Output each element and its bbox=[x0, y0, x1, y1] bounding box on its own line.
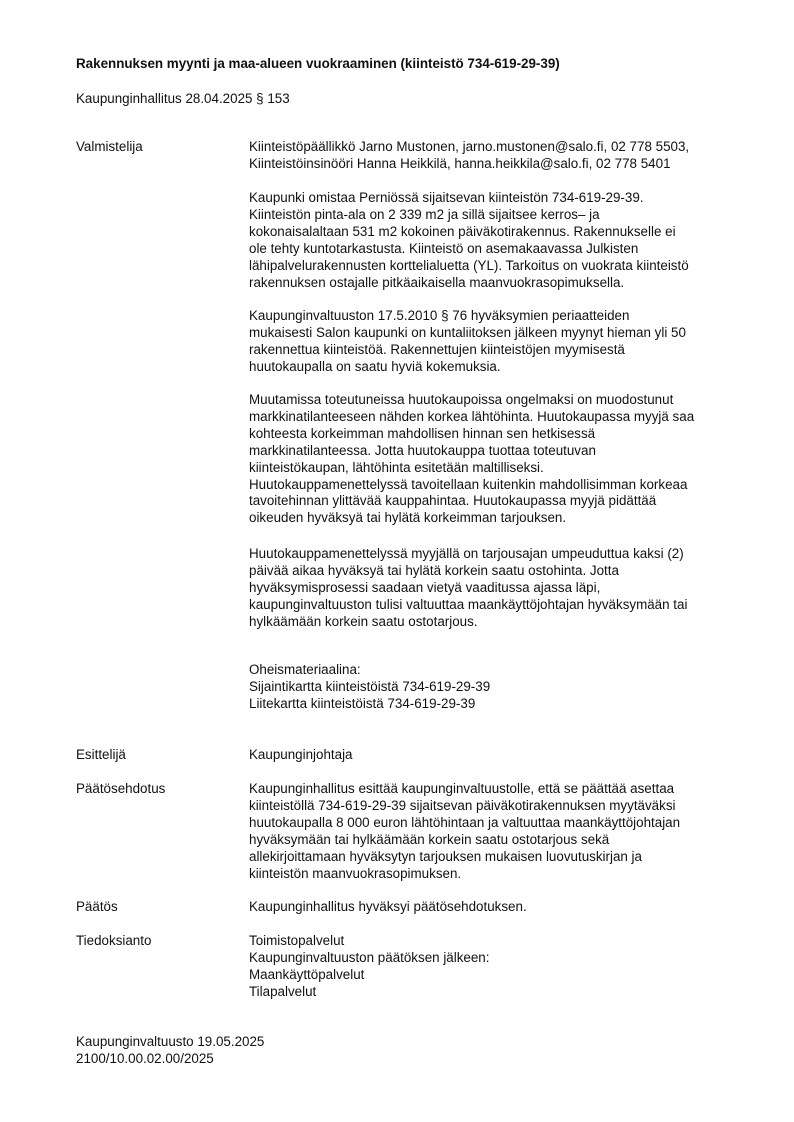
paragraph-line: kohteesta korkeimman mahdollisen hinnan sen hetkisessä bbox=[249, 425, 596, 441]
valmistelija-content bbox=[249, 139, 744, 173]
paragraph-line: Muutamissa toteutuneissa huutokaupoissa ongelmaksi on muodostunut bbox=[249, 392, 674, 407]
paragraph-line: oikeuden hyväksyä tai hylätä korkeimman tarjouksen. bbox=[249, 510, 567, 526]
paragraph-line: Kaupunki omistaa Perniössä sijaitsevan kiinteistön 734-619-29-39. bbox=[249, 190, 644, 205]
proposal-line: kiinteistön maanvuokrasopimuksen. bbox=[249, 865, 462, 881]
paragraph-line: Kaupunginvaltuuston 17.5.2010 § 76 hyväksymien periaatteiden bbox=[249, 308, 630, 323]
paragraph-line: hylkäämään korkein saatu ostotarjous. bbox=[249, 613, 478, 629]
proposal-line: kiinteistöllä 734-619-29-39 sijaitsevan päiväkotirakennuksen myytäväksi bbox=[249, 797, 676, 813]
distribution-item: Toimistopalvelut bbox=[249, 933, 345, 948]
paragraph-line: rakennettua kiinteistöä. Rakennettujen kiinteistöjen myymisestä bbox=[249, 341, 625, 357]
paragraph-line: lähipalvelurakennusten korttelialuetta (YL). Tarkoitus on vuokrata kiinteistö bbox=[249, 257, 689, 273]
paatos-value: Kaupunginhallitus hyväksyi päätösehdotuksen. bbox=[249, 899, 527, 914]
tiedoksianto-label: Tiedoksianto bbox=[76, 933, 152, 948]
esittelija-value: Kaupunginjohtaja bbox=[249, 747, 353, 762]
paatos-label: Päätös bbox=[76, 899, 118, 914]
contact-line: Kiinteistöinsinööri Hanna Heikkilä, hanna.heikkila@salo.fi, 02 778 5401 bbox=[249, 155, 671, 171]
contact-line: Kiinteistöpäällikkö Jarno Mustonen, jarno.mustonen@salo.fi, 02 778 5503, bbox=[249, 139, 690, 154]
footer bbox=[76, 1034, 264, 1068]
attachment-item: Liitekartta kiinteistöistä 734-619-29-39 bbox=[249, 695, 476, 711]
paragraph-line: kiinteistökaupan, lähtöhinta esitetään maltilliseksi. bbox=[249, 459, 544, 475]
attachments-heading: Oheismateriaalina: bbox=[249, 662, 361, 677]
footer-record-number: 2100/10.00.02.00/2025 bbox=[76, 1050, 214, 1066]
proposal-line: huutokaupalla 8 000 euron lähtöhintaan ja valtuuttaa maankäyttöjohtajan bbox=[249, 814, 681, 830]
paragraph-line: Kiinteistön pinta-ala on 2 339 m2 ja sillä sijaitsee kerros– ja bbox=[249, 206, 600, 222]
proposal-line: Kaupunginhallitus esittää kaupunginvaltuustolle, että se päättää asettaa bbox=[249, 781, 675, 796]
proposal-line: hyväksymään tai hylkäämään korkein saatu ostotarjous sekä bbox=[249, 831, 610, 847]
esittelija-label: Esittelijä bbox=[76, 747, 126, 762]
distribution-item: Kaupunginvaltuuston päätöksen jälkeen: bbox=[249, 949, 490, 965]
paragraph-line: markkinatilanteeseen nähden korkea lähtöhinta. Huutokaupassa myyjä saa bbox=[249, 408, 695, 424]
paragraph-line: päivää aikaa hyväksyä tai hylätä korkein saatu ostohinta. Jotta bbox=[249, 562, 619, 578]
footer-meeting: Kaupunginvaltuusto 19.05.2025 bbox=[76, 1034, 265, 1049]
valmistelija-label: Valmistelija bbox=[76, 139, 143, 154]
distribution-item: Maankäyttöpalvelut bbox=[249, 966, 365, 982]
proposal-line: allekirjoittamaan hyväksytyn tarjouksen mukaisen luovutuskirjan ja bbox=[249, 848, 642, 864]
paragraph-line: mukaisesti Salon kaupunki on kuntaliitoksen jälkeen myynyt hieman yli 50 bbox=[249, 324, 686, 340]
paragraph-line: rakennuksen ostajalle pitkäaikaisella maanvuokrasopimuksella. bbox=[249, 274, 625, 290]
attachment-item: Sijaintikartta kiinteistöistä 734-619-29-39 bbox=[249, 678, 491, 694]
paatosehdotus-label: Päätösehdotus bbox=[76, 781, 166, 796]
paragraph-line: tavoitehinnan ylittävää kauppahintaa. Huutokaupassa myyjä pidättää bbox=[249, 493, 657, 509]
document-title: Rakennuksen myynti ja maa-alueen vuokraaminen (kiinteistö 734-619-29-39) bbox=[76, 56, 560, 71]
paragraph-line: Huutokauppamenettelyssä myyjällä on tarjousajan umpeuduttua kaksi (2) bbox=[249, 546, 684, 561]
paragraph-line: kaupunginvaltuuston tulisi valtuuttaa maankäyttöjohtajan hyväksymään tai bbox=[249, 596, 688, 612]
paragraph-line: Huutokauppamenettelyssä tavoitellaan kuitenkin mahdollisimman korkeaa bbox=[249, 476, 688, 492]
paragraph-line: ole tehty kuntotarkastusta. Kiinteistö on asemakaavassa Julkisten bbox=[249, 240, 639, 256]
paragraph-line: huutokaupalla on saatu hyviä kokemuksia. bbox=[249, 358, 501, 374]
paragraph-line: kokonaisalaltaan 531 m2 kokoinen päiväkotirakennus. Rakennukselle ei bbox=[249, 223, 676, 239]
distribution-item: Tilapalvelut bbox=[249, 983, 317, 999]
meeting-reference: Kaupunginhallitus 28.04.2025 § 153 bbox=[76, 91, 290, 106]
paragraph-line: hyväksymisprosessi saadaan vietyä vaaditussa ajassa läpi, bbox=[249, 579, 601, 595]
paragraph-line: markkinatilanteessa. Jotta huutokauppa tuottaa toteutuvan bbox=[249, 442, 596, 458]
